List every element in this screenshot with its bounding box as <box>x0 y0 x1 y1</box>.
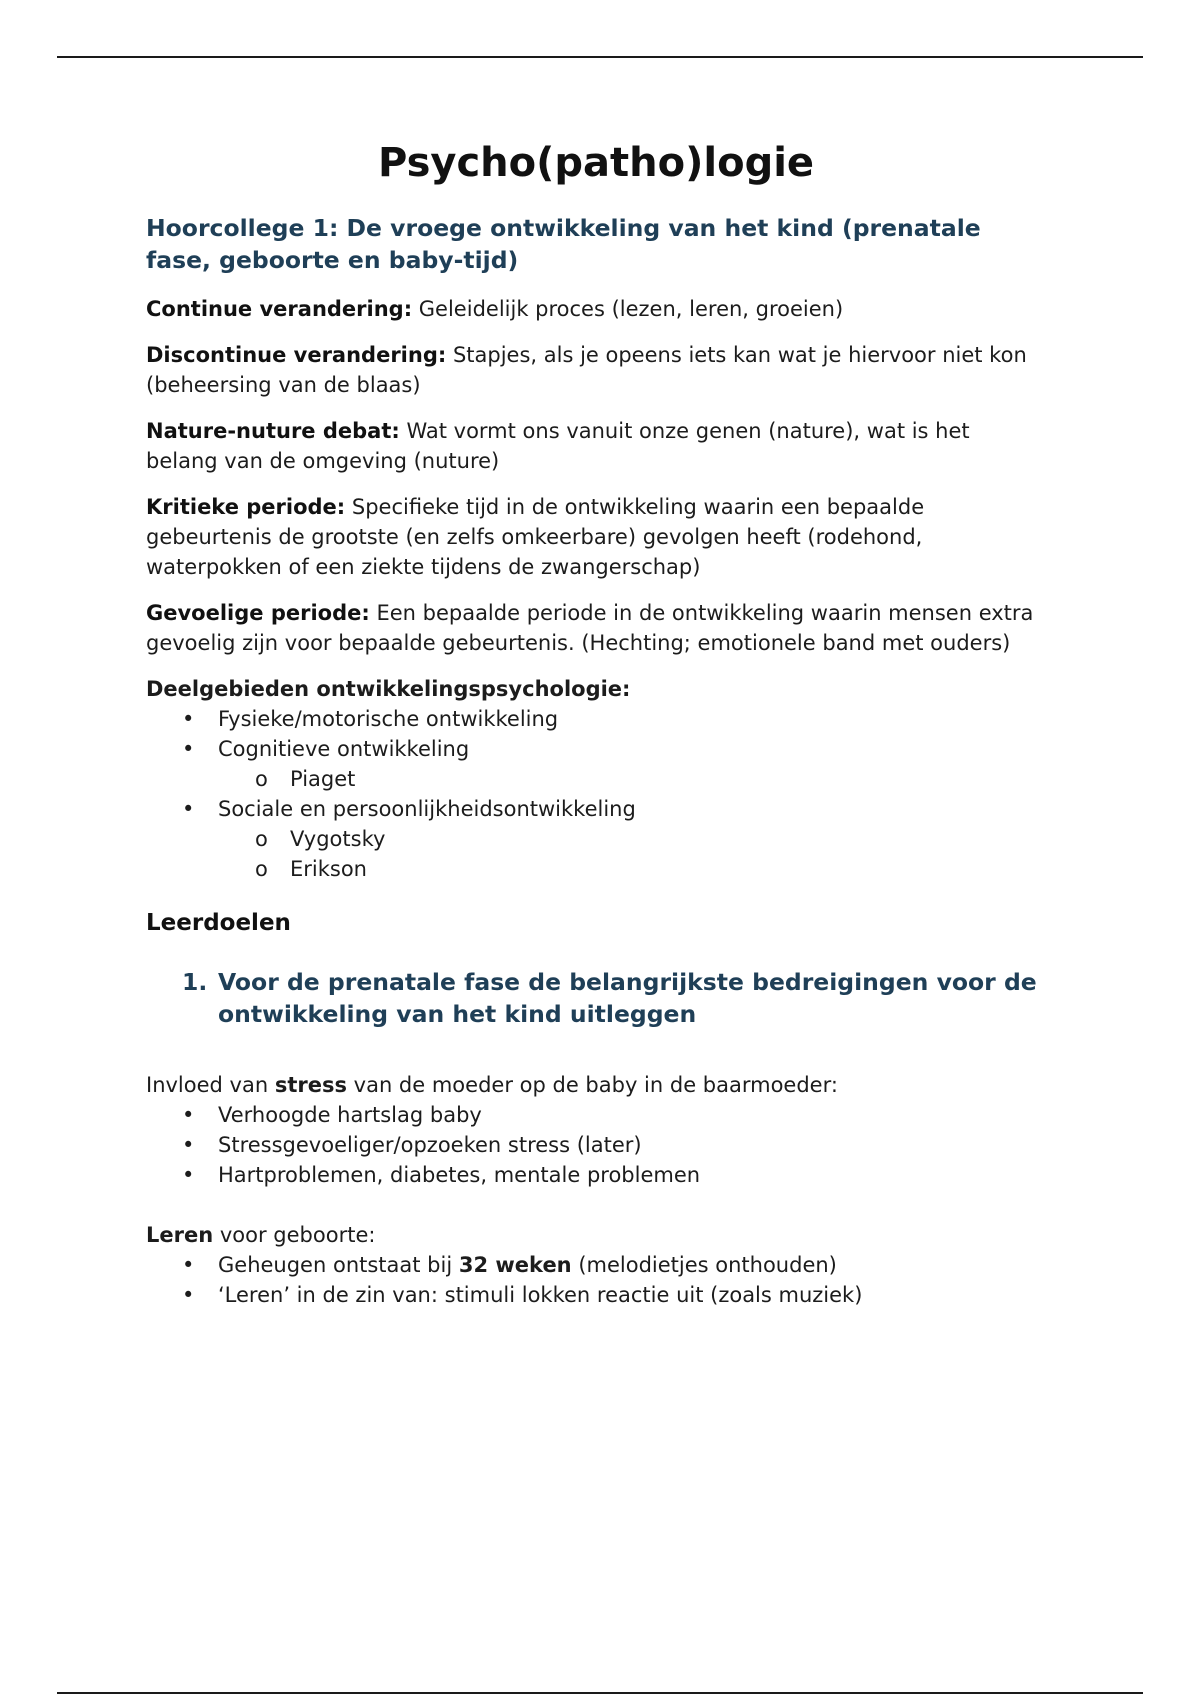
sub-list-item <box>146 854 1046 884</box>
top-rule <box>57 56 1143 58</box>
definition-term: Continue verandering: <box>146 297 413 321</box>
definition-term: Discontinue verandering: <box>146 343 447 367</box>
stress-intro-bold: stress <box>274 1073 347 1097</box>
learning-intro <box>146 1220 1046 1250</box>
bullet-icon: • <box>182 1103 195 1127</box>
goal-text: Voor de prenatale fase de belangrijkste bedreigingen voor de ontwikkeling van het kind uitleggen <box>218 968 1037 1028</box>
definition-text: Specifieke tijd in de ontwikkeling waarin een bepaalde gebeurtenis de grootste (en zelfs omkeerbare) gevolgen heeft (rodehond, waterpokken of een ziekte tijdens de zwangerschap) <box>146 495 925 579</box>
stress-intro <box>146 1070 1046 1100</box>
definition-sensitive-period <box>146 598 1046 658</box>
definition-continuous <box>146 294 1046 324</box>
list-item <box>146 794 1046 824</box>
bullet-icon: • <box>182 737 195 761</box>
list-item-label: Fysieke/motorische ontwikkeling <box>218 707 559 731</box>
list-item-label: Sociale en persoonlijkheidsontwikkeling <box>218 797 636 821</box>
stress-intro-post: van de moeder op de baby in de baarmoeder: <box>346 1073 838 1097</box>
sub-bullet-icon: o <box>255 827 268 851</box>
list-item <box>146 1100 1046 1130</box>
subfields-list <box>146 704 1046 764</box>
sub-bullet-icon: o <box>255 857 268 881</box>
list-item <box>146 1130 1046 1160</box>
sub-list-item-label: Piaget <box>290 767 356 791</box>
definition-text: Stapjes, als je opeens iets kan wat je hiervoor niet kon (beheersing van de blaas) <box>146 343 1027 397</box>
definition-term: Kritieke periode: <box>146 495 346 519</box>
definition-critical-period <box>146 492 1046 582</box>
learning-list <box>146 1250 1046 1310</box>
sub-bullet-icon: o <box>255 767 268 791</box>
definition-text: Wat vormt ons vanuit onze genen (nature), wat is het belang van de omgeving (nuture) <box>146 419 970 473</box>
list-item <box>146 1160 1046 1190</box>
learning-intro-bold: Leren <box>146 1223 214 1247</box>
sub-list-item <box>146 764 1046 794</box>
sublist-cognitive <box>146 764 1046 794</box>
definition-text: Geleidelijk proces (lezen, leren, groeien) <box>412 297 844 321</box>
bottom-rule <box>57 1692 1143 1694</box>
learning-goal-1 <box>146 966 1046 1030</box>
lecture-heading: Hoorcollege 1: De vroege ontwikkeling van het kind (prenatale fase, geboorte en baby-tijd) <box>146 214 981 274</box>
list-item-label: Cognitieve ontwikkeling <box>218 737 470 761</box>
sub-list-item-label: Erikson <box>290 857 367 881</box>
definition-term: Gevoelige periode: <box>146 601 370 625</box>
bullet-icon: • <box>182 1163 195 1187</box>
stress-effects-list <box>146 1100 1046 1190</box>
list-item-bold: 32 weken <box>458 1253 572 1277</box>
list-item-label: Hartproblemen, diabetes, mentale problemen <box>218 1163 701 1187</box>
sublist-social <box>146 824 1046 884</box>
list-item-pre: Geheugen ontstaat bij <box>218 1253 459 1277</box>
bullet-icon: • <box>182 1133 195 1157</box>
bullet-icon: • <box>182 1283 195 1307</box>
goal-number: 1. <box>182 968 208 996</box>
bullet-icon: • <box>182 707 195 731</box>
sub-list-item <box>146 824 1046 854</box>
learning-goals-heading: Leerdoelen <box>146 910 291 936</box>
list-item-label: Verhoogde hartslag baby <box>218 1103 482 1127</box>
list-item <box>146 1280 1046 1310</box>
stress-intro-pre: Invloed van <box>146 1073 275 1097</box>
list-item <box>146 1250 1046 1280</box>
definition-term: Nature-nuture debat: <box>146 419 400 443</box>
list-item <box>146 704 1046 734</box>
document-title: Psycho(patho)logie <box>377 140 815 186</box>
list-item <box>146 734 1046 764</box>
learning-intro-post: voor geboorte: <box>213 1223 376 1247</box>
subfields-title: Deelgebieden ontwikkelingspsychologie: <box>146 677 631 701</box>
document-body <box>146 140 1046 1310</box>
definition-nature-nurture <box>146 416 1046 476</box>
list-item-post: (melodietjes onthouden) <box>571 1253 837 1277</box>
list-item-label: ‘Leren’ in de zin van: stimuli lokken reactie uit (zoals muziek) <box>218 1283 863 1307</box>
definition-text: Een bepaalde periode in de ontwikkeling waarin mensen extra gevoelig zijn voor bepaalde gebeurtenis. (Hechting; emotionele band met ouders) <box>146 601 1034 655</box>
definition-discontinuous <box>146 340 1046 400</box>
bullet-icon: • <box>182 1253 195 1277</box>
list-item-label: Stressgevoeliger/opzoeken stress (later) <box>218 1133 642 1157</box>
bullet-icon: • <box>182 797 195 821</box>
subfields-list-cont <box>146 794 1046 824</box>
sub-list-item-label: Vygotsky <box>290 827 386 851</box>
